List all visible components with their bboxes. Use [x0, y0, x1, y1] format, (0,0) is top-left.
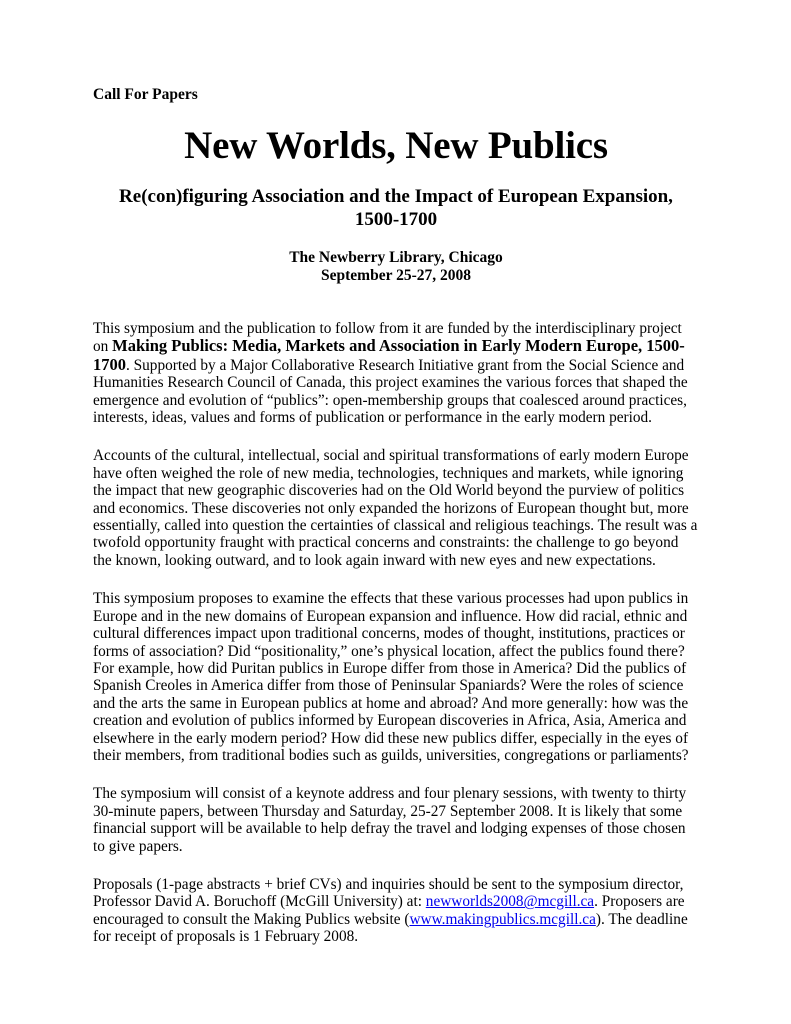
- venue-block: [93, 249, 699, 285]
- paragraph-proposals: [93, 876, 699, 946]
- project-name: Making Publics: Media, Markets and Association in Early Modern Europe, 1500-1700: [93, 336, 685, 374]
- subtitle: [93, 185, 699, 231]
- paragraph-proposals-end: ). The deadline for receipt of proposals is 1 February 2008.: [93, 910, 688, 946]
- paragraph-funding-intro: This symposium and the publication to follow from it are funded by the interdisciplinary project on: [93, 320, 682, 356]
- subtitle-line-1: Re(con)figuring Association and the Impact of European Expansion,: [119, 186, 673, 207]
- page-title: New Worlds, New Publics: [184, 124, 608, 167]
- paragraph-funding-rest: . Supported by a Major Collaborative Research Initiative grant from the Social Science and Humanities Research Council of Canada, this project examines the various forces that shaped the emergence and evolution of “publics”: open-membership groups that coalesced around practices, interests, ideas, values and forms of publication or performance in the early modern period.: [93, 356, 688, 427]
- website-link[interactable]: www.makingpublics.mcgill.ca: [409, 910, 596, 928]
- email-link[interactable]: newworlds2008@mcgill.ca: [425, 893, 595, 911]
- subtitle-line-2: 1500-1700: [354, 209, 438, 230]
- paragraph-proposals-intro: Proposals (1-page abstracts + brief CVs) and inquiries should be sent to the symposium director, Professor David A. Boruchoff (McGill University) at:: [93, 875, 684, 911]
- event-dates: September 25-27, 2008: [321, 267, 471, 284]
- paragraph-format: The symposium will consist of a keynote address and four plenary sessions, with twenty to thirty 30-minute papers, between Thursday and Saturday, 25-27 September 2008. It is likely that some financial support will be available to help defray the travel and lodging expenses of those chosen to give papers.: [93, 785, 687, 855]
- paragraph-accounts: Accounts of the cultural, intellectual, social and spiritual transformations of early modern Europe have often weighed the role of new media, technologies, techniques and markets, while ignoring the impact that new geographic discoveries had on the Old World beyond the purview of politics and economics. These discoveries not only expanded the horizons of European thought but, more essentially, called into question the certainties of classical and religious teachings. The result was a twofold opportunity fraught with practical concerns and constraints: the challenge to go beyond the known, looking outward, and to look again inward with new eyes and new expectations.: [93, 447, 698, 569]
- document-page: [93, 86, 699, 946]
- paragraph-symposium-aims: This symposium proposes to examine the effects that these various processes had upon publics in Europe and in the new domains of European expansion and influence. How did racial, ethnic and cultural differences impact upon traditional concerns, modes of thought, institutions, practices or forms of association? Did “positionality,” one’s physical location, affect the publics found there? For example, how did Puritan publics in Europe differ from those in America? Did the publics of Spanish Creoles in America differ from those of Peninsular Spaniards? Were the roles of science and the arts the same in European publics at home and abroad? And more generally: how was the creation and evolution of publics informed by European discoveries in Africa, Asia, America and elsewhere in the early modern period? How did these new publics differ, especially in the eyes of their members, from traditional bodies such as guilds, universities, congregations or parliaments?: [93, 590, 689, 764]
- call-for-papers-label: Call For Papers: [93, 86, 198, 103]
- paragraph-proposals-middle: . Proposers are encouraged to consult the Making Publics website (: [93, 893, 685, 928]
- venue-name: The Newberry Library, Chicago: [289, 249, 503, 266]
- paragraph-funding: [93, 320, 699, 426]
